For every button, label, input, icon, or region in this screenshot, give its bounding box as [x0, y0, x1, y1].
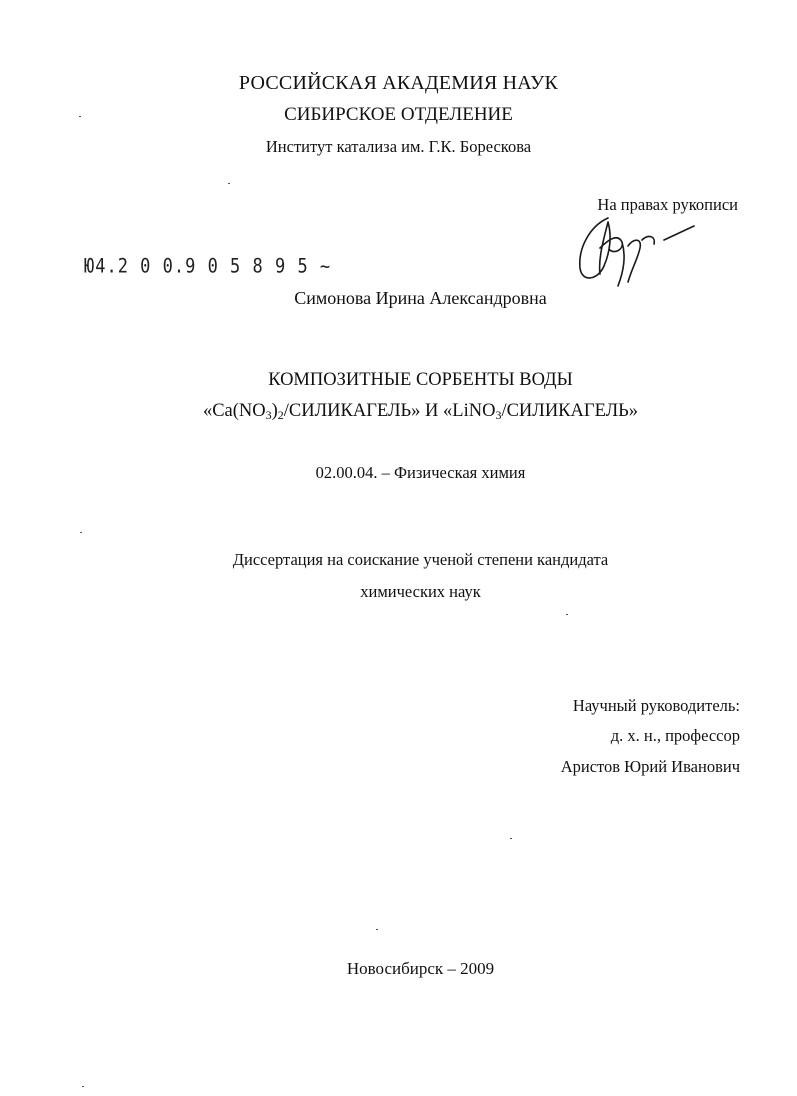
- scan-speck: [80, 532, 82, 533]
- signature-image: [570, 208, 700, 293]
- author-name: Симонова Ирина Александровна: [294, 288, 547, 308]
- archive-stamp: Ю4.2 0 0.9 0 5 8 9 5 ~: [84, 255, 332, 278]
- institute-name: Институт катализа им. Г.К. Борескова: [265, 137, 532, 156]
- scan-speck: [79, 116, 81, 117]
- title-line-1: КОМПОЗИТНЫЕ СОРБЕНТЫ ВОДЫ: [268, 370, 573, 390]
- scan-speck: [82, 1086, 84, 1087]
- scan-speck: [376, 929, 378, 930]
- advisor-degree: д. х. н., профессор: [610, 726, 740, 745]
- advisor-label: Научный руководитель:: [572, 696, 740, 715]
- place-year: Новосибирск – 2009: [346, 959, 495, 978]
- branch-name: СИБИРСКОЕ ОТДЕЛЕНИЕ: [284, 104, 513, 125]
- scan-speck: [510, 838, 512, 839]
- scan-speck: [228, 183, 230, 184]
- dissertation-line-1: Диссертация на соискание ученой степени кандидата: [232, 550, 609, 569]
- title-line-2: «$Ca(NO_3)_2$/СИЛИКАГЕЛЬ» И «LiNO$_3$/СИЛИКАГЕЛЬ»: [202, 401, 639, 422]
- manuscript-note: На правах рукописи: [597, 195, 738, 214]
- specialty: 02.00.04. – Физическая химия: [315, 463, 526, 482]
- scan-speck: [566, 614, 568, 615]
- dissertation-line-2: химических наук: [360, 582, 481, 601]
- advisor-name: Аристов Юрий Иванович: [560, 757, 740, 776]
- academy-name: РОССИЙСКАЯ АКАДЕМИЯ НАУК: [238, 72, 559, 94]
